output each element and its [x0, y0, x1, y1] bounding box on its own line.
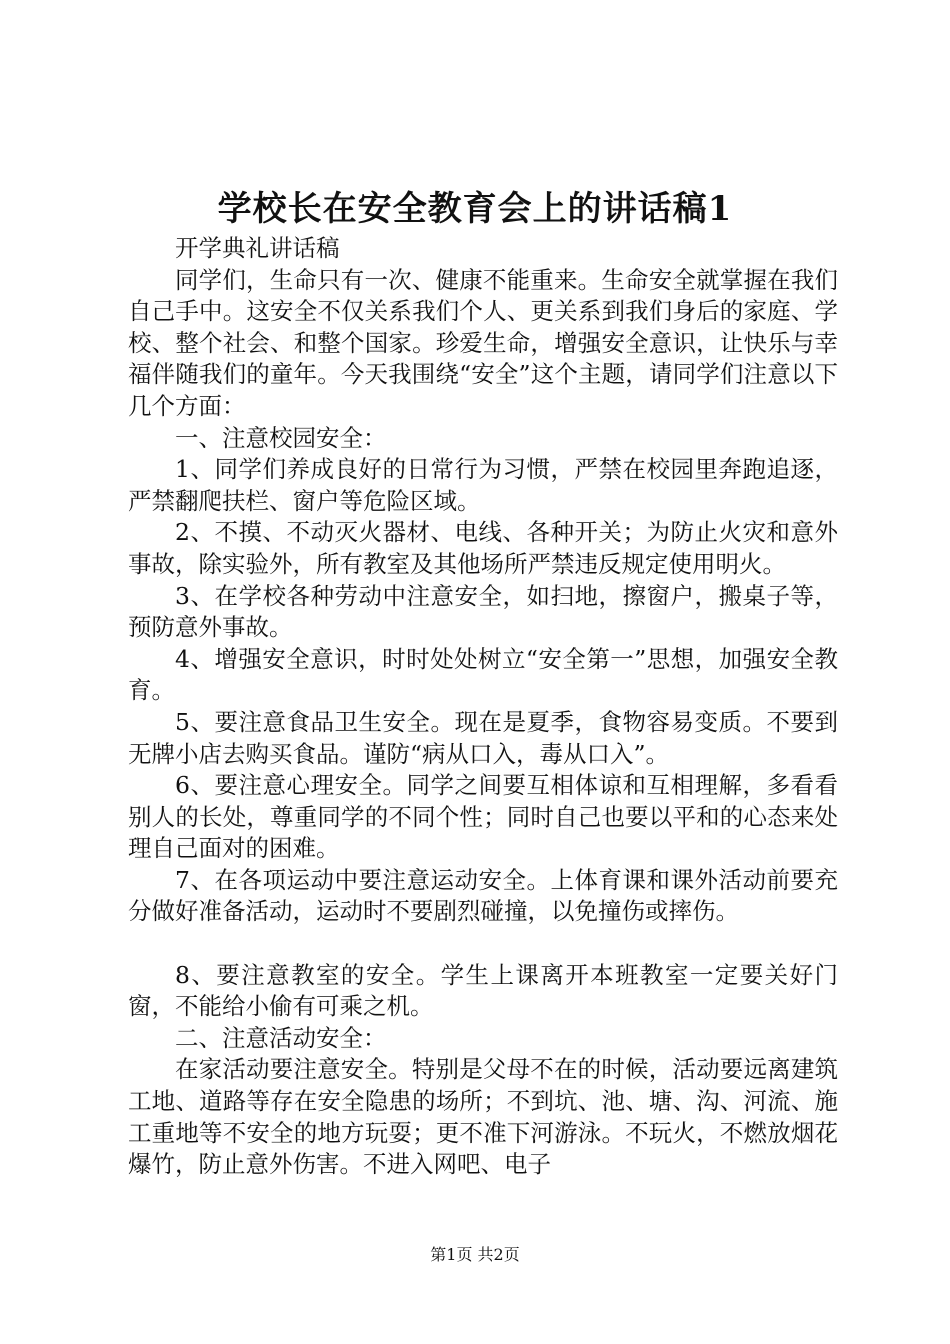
paragraph-item-5: 5、要注意食品卫生安全。现在是夏季，食物容易变质。不要到无牌小店去购买食品。谨防“病从口入，毒从口入”。	[128, 707, 838, 768]
paragraph-item-6: 6、要注意心理安全。同学之间要互相体谅和互相理解，多看看别人的长处，尊重同学的不同个性；同时自己也要以平和的心态来处理自己面对的困难。	[128, 771, 838, 863]
document-body	[128, 233, 838, 1181]
paragraph-item-1: 1、同学们养成良好的日常行为习惯，严禁在校园里奔跑追逐，严禁翻爬扶栏、窗户等危险区域。	[128, 455, 838, 515]
paragraph-item-3: 3、在学校各种劳动中注意安全，如扫地，擦窗户，搬桌子等，预防意外事故。	[128, 581, 838, 642]
paragraph-item-2: 2、不摸、不动灭火器材、电线、各种开关；为防止火灾和意外事故，除实验外，所有教室及其他场所严禁违反规定使用明火。	[128, 518, 838, 578]
section-heading-campus-safety: 一、注意校园安全：	[175, 423, 387, 452]
paragraph-activity: 在家活动要注意安全。特别是父母不在的时候，活动要远离建筑工地、道路等存在安全隐患的场所；不到坑、池、塘、沟、河流、施工重地等不安全的地方玩耍；更不准下河游泳。不玩火，不燃放烟花爆竹，防止意外伤害。不进入网吧、电子	[128, 1055, 838, 1179]
page-number-footer: 第1页 共2页	[430, 1245, 520, 1264]
paragraph-intro: 同学们，生命只有一次、健康不能重来。生命安全就掌握在我们自己手中。这安全不仅关系我们个人、更关系到我们身后的家庭、学校、整个社会、和整个国家。珍爱生命，增强安全意识，让快乐与幸福伴随我们的童年。今天我围绕“安全”这个主题，请同学们注意以下几个方面：	[128, 265, 838, 420]
paragraph-item-7: 7、在各项运动中要注意运动安全。上体育课和课外活动前要充分做好准备活动，运动时不要剧烈碰撞，以免撞伤或摔伤。	[128, 865, 838, 926]
paragraph-subtitle: 开学典礼讲话稿	[175, 234, 340, 262]
document-title: 学校长在安全教育会上的讲话稿1	[217, 189, 733, 229]
paragraph-item-8: 8、要注意教室的安全。学生上课离开本班教室一定要关好门窗，不能给小偷有可乘之机。	[128, 960, 838, 1021]
section-heading-activity-safety: 二、注意活动安全：	[175, 1023, 387, 1052]
paragraph-item-4: 4、增强安全意识，时时处处树立“安全第一”思想，加强安全教育。	[128, 644, 838, 705]
